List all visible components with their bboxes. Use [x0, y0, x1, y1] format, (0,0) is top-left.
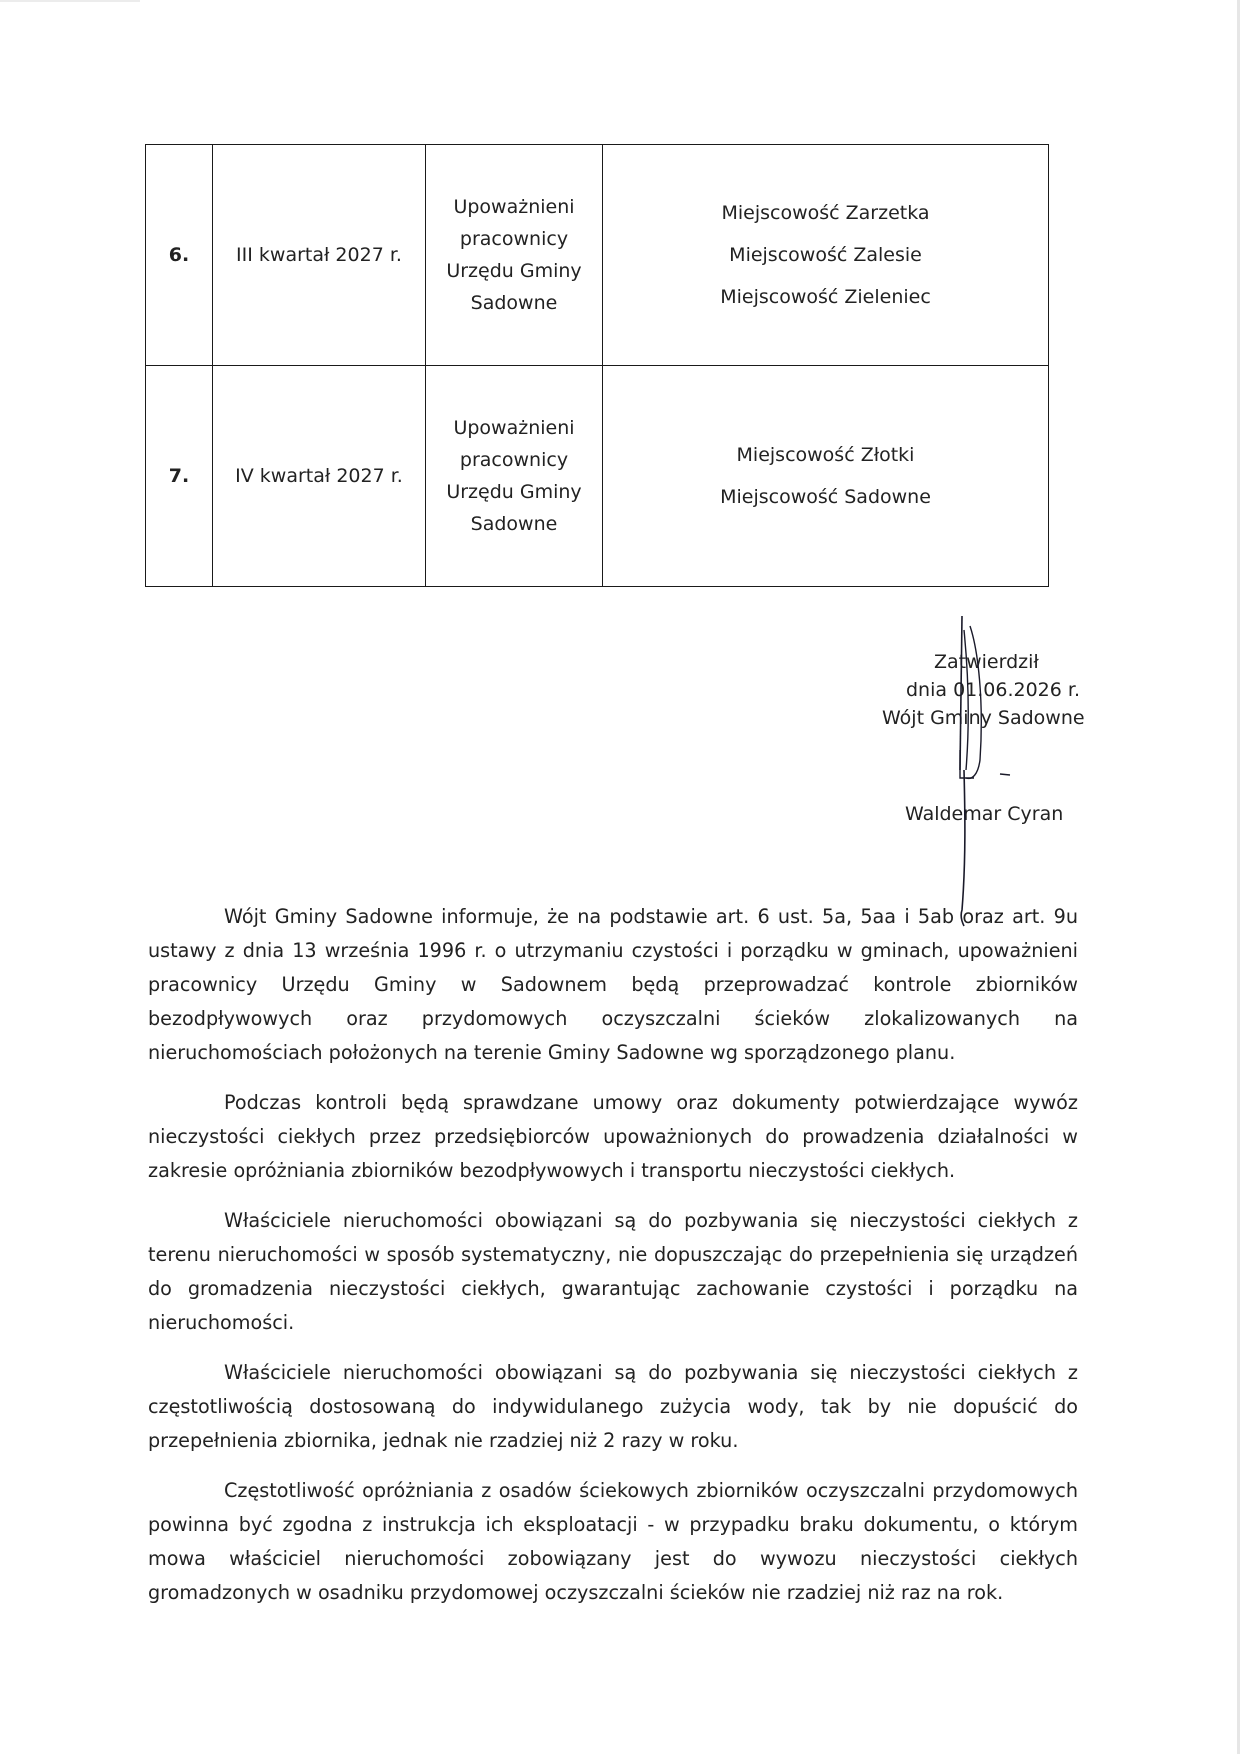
- row-places: [603, 145, 1049, 366]
- place-item: Miejscowość Złotki: [736, 444, 915, 466]
- approver-name: Waldemar Cyran: [905, 803, 1064, 825]
- row-term: IV kwartał 2027 r.: [213, 366, 426, 587]
- approval-office: Wójt Gminy Sadowne: [882, 707, 1085, 729]
- inspectors-line: pracownicy: [459, 228, 569, 250]
- scan-border-top: [0, 0, 140, 2]
- row-number: 7.: [146, 366, 213, 587]
- row-term: III kwartał 2027 r.: [213, 145, 426, 366]
- place-item: Miejscowość Zalesie: [729, 244, 922, 266]
- place-item: Miejscowość Zarzetka: [721, 202, 930, 224]
- paragraph: Częstotliwość opróżniania z osadów ściekowych zbiorników oczyszczalni przydomowych powinna być zgodna z instrukcja ich eksploatacji - w przypadku braku dokumentu, o którym mowa właściciel nieruchomości zobowiązany jest do wywozu nieczystości ciekłych gromadzonych w osadniku przydomowej oczyszczalni ścieków nie rzadziej niż raz na rok.: [148, 1479, 1078, 1604]
- place-item: Miejscowość Sadowne: [720, 486, 931, 508]
- row-inspectors: [426, 366, 603, 587]
- row-inspectors: [426, 145, 603, 366]
- inspectors-line: Upoważnieni: [453, 417, 575, 439]
- paragraph: Podczas kontroli będą sprawdzane umowy oraz dokumenty potwierdzające wywóz nieczystości ciekłych przez przedsiębiorców upoważnionych do prowadzenia działalności w zakresie opróżniania zbiorników bezodpływowych i transportu nieczystości ciekłych.: [148, 1091, 1078, 1182]
- paragraph: Właściciele nieruchomości obowiązani są do pozbywania się nieczystości ciekłych z częstotliwością dostosowaną do indywidulanego zużycia wody, tak by nie dopuścić do przepełnienia zbiornika, jednak nie rzadziej niż 2 razy w roku.: [148, 1361, 1078, 1452]
- approval-heading: Zatwierdził: [934, 651, 1039, 673]
- inspectors-line: Sadowne: [470, 513, 558, 535]
- inspection-schedule-table: [145, 144, 1049, 587]
- handwritten-signature-icon: [940, 610, 1020, 930]
- inspectors-line: Urzędu Gminy: [446, 260, 582, 282]
- table-row: [146, 145, 1049, 366]
- paragraph: Wójt Gminy Sadowne informuje, że na podstawie art. 6 ust. 5a, 5aa i 5ab oraz art. 9u ustawy z dnia 13 września 1996 r. o utrzymaniu czystości i porządku w gminach, upoważnieni pracownicy Urzędu Gminy w Sadownem będą przeprowadzać kontrole zbiorników bezodpływowych oraz przydomowych oczyszczalni ścieków zlokalizowanych na nieruchomościach położonych na terenie Gminy Sadowne wg sporządzonego planu.: [148, 905, 1078, 1064]
- paragraph: Właściciele nieruchomości obowiązani są do pozbywania się nieczystości ciekłych z terenu nieruchomości w sposób systematyczny, nie dopuszczając do przepełnienia się urządzeń do gromadzenia nieczystości ciekłych, gwarantując zachowanie czystości i porządku na nieruchomości.: [148, 1209, 1078, 1334]
- table-row: [146, 366, 1049, 587]
- place-item: Miejscowość Zieleniec: [720, 286, 931, 308]
- inspectors-line: pracownicy: [459, 449, 569, 471]
- row-places: [603, 366, 1049, 587]
- row-number: 6.: [146, 145, 213, 366]
- inspectors-line: Upoważnieni: [453, 196, 575, 218]
- inspectors-line: Urzędu Gminy: [446, 481, 582, 503]
- notice-text: [148, 900, 1078, 1626]
- approval-date: dnia 01.06.2026 r.: [906, 679, 1080, 701]
- inspectors-line: Sadowne: [470, 292, 558, 314]
